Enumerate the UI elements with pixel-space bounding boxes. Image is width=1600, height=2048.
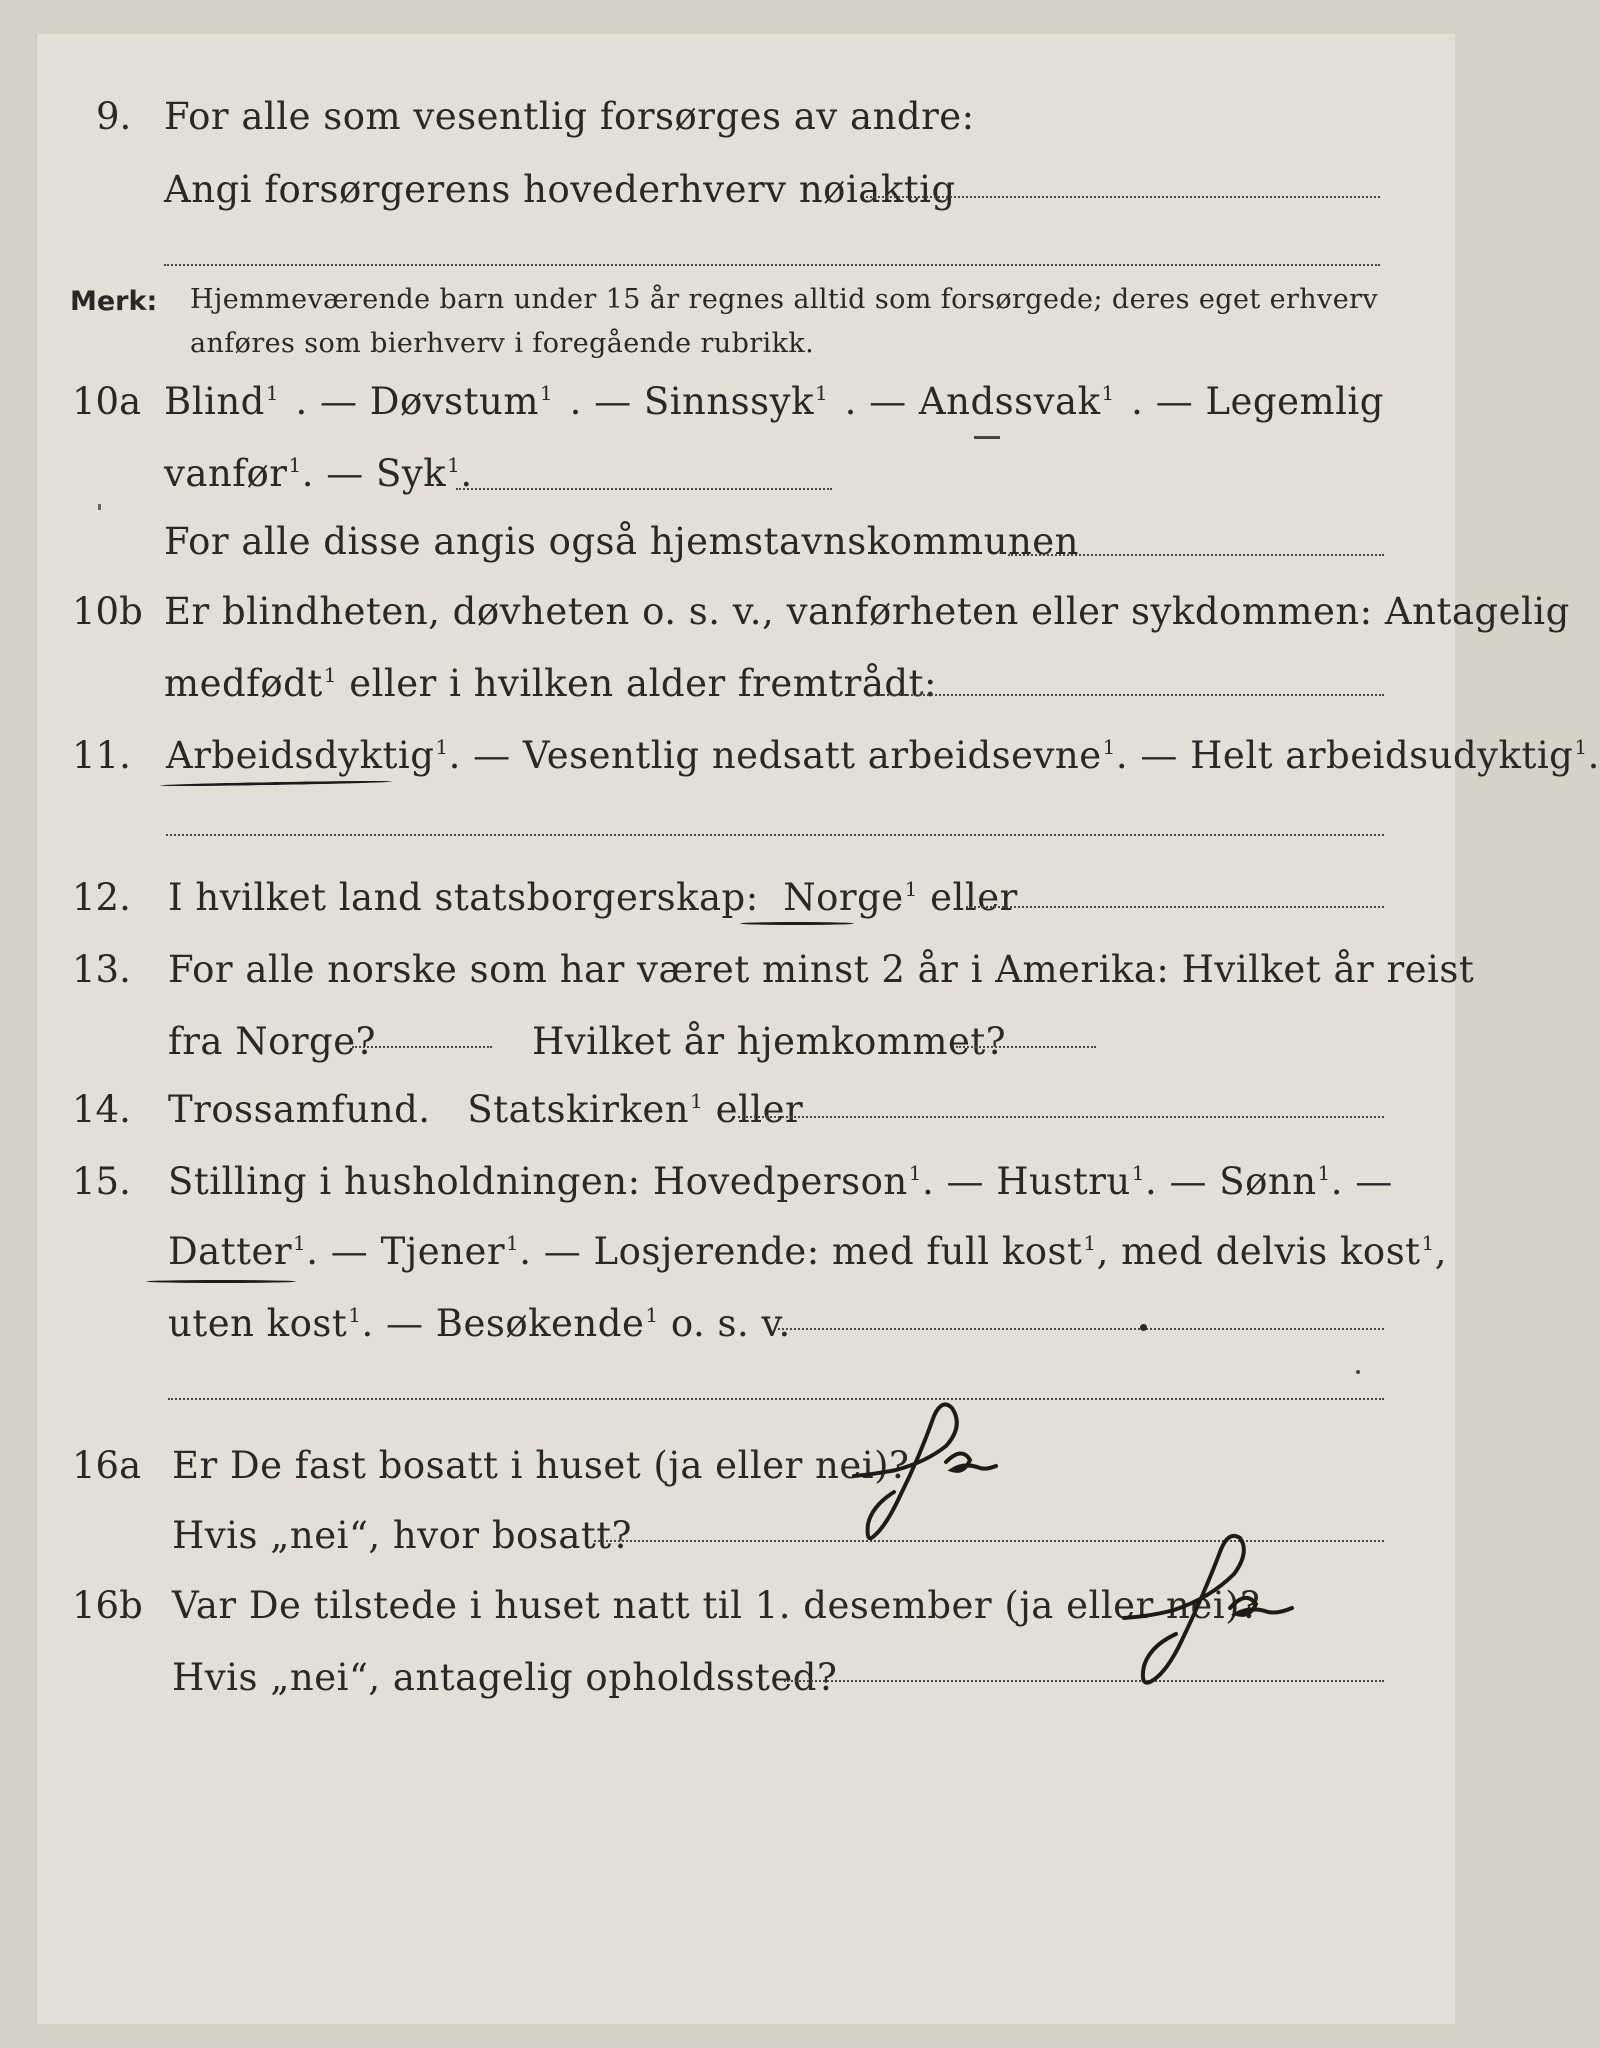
merk-label: Merk: [70,286,158,317]
q16a-line1: Er De fast bosatt i huset (ja eller nei)? [172,1444,910,1487]
q13-line2a: fra Norge? [168,1020,376,1063]
q10a-line3: For alle disse angis også hjemstavnskommunen [164,520,1080,563]
q10b-fill-line [872,694,1384,696]
pencil-tick [974,436,1000,439]
ink-speck [1356,1370,1360,1374]
merk-line2: anføres som bierhverv i foregående rubrikk. [190,328,815,359]
q9-fill-line [866,196,1380,198]
q13-line2b: Hvilket år hjemkommet? [532,1020,1007,1063]
q13-fill-line-b [956,1046,1096,1048]
q15-number: 15. [72,1160,131,1203]
q12-line: I hvilket land statsborgerskap: Norge$^1$ eller [168,876,1018,919]
q16a-number: 16a [72,1444,142,1487]
q12-answer-underline [740,922,854,925]
q11-line: Arbeidsdyktig$^1$. — Vesentlig nedsatt arbeidsevne$^1$. — Helt arbeidsudyktig$^1$. [166,734,1600,777]
q15-answer-underline [146,1280,296,1283]
q16a-handwritten-answer [846,1396,1026,1550]
q16a-line2: Hvis „nei“, hvor bosatt? [172,1514,632,1557]
q15-fill-line [778,1328,1384,1330]
q10a-fill-line [456,488,832,490]
q14-fill-line [738,1116,1384,1118]
q15-fill-line2 [168,1398,1384,1400]
q13-number: 13. [72,948,131,991]
q16b-line1: Var De tilstede i huset natt til 1. desember (ja eller nei)? [172,1584,1261,1627]
ink-dot [1140,1324,1147,1331]
q9-line1: For alle som vesentlig forsørges av andre: [164,95,975,138]
q14-line: Trossamfund. Statskirken$^1$ eller [168,1088,804,1131]
q16b-line2: Hvis „nei“, antagelig opholdssted? [172,1656,838,1699]
q16b-handwritten-answer [1118,1530,1318,1694]
q10b-number: 10b [72,590,143,633]
q10a-fill-line2 [1008,554,1384,556]
q9-fill-line2 [164,264,1380,266]
q11-fill-line [166,834,1384,836]
q9-line2: Angi forsørgerens hovederhverv nøiaktig [164,168,956,211]
q16b-number: 16b [72,1584,143,1627]
q15-line2: Datter$^1$ . — Tjener$^1$ . — Losjerende: med full kost$^1$ , med delvis kost$^1$, [168,1230,1448,1273]
q10a-line1: Blind$^1$ . — Døvstum$^1$ . — Sinnssyk$^1$ . — Andssvak$^1$ . — Legemlig [164,380,1384,423]
q10a-number: 10a [72,380,142,423]
q13-line1: For alle norske som har været minst 2 år i Amerika: Hvilket år reist [168,948,1475,991]
q10a-line2: vanfør$^1$. — Syk$^1$. [164,452,473,495]
q15-line3: uten kost$^1$. — Besøkende$^1$ o. s. v. [168,1302,791,1345]
q13-fill-line-a [352,1046,492,1048]
q15-line1: Stilling i husholdningen: Hovedperson$^1$ . — Hustru$^1$ . — Sønn$^1$ . — [168,1160,1393,1203]
q10b-line1: Er blindheten, døvheten o. s. v., vanførheten eller sykdommen: Antagelig [164,590,1570,633]
merk-line1: Hjemmeværende barn under 15 år regnes alltid som forsørgede; deres eget erhverv [190,284,1379,315]
q9-number: 9. [96,95,132,138]
q12-fill-line [966,906,1384,908]
q12-number: 12. [72,876,131,919]
q14-number: 14. [72,1088,131,1131]
stray-mark [98,504,101,510]
q10b-line2: medfødt$^1$ eller i hvilken alder fremtrådt: [164,662,937,705]
q11-number: 11. [72,734,131,777]
